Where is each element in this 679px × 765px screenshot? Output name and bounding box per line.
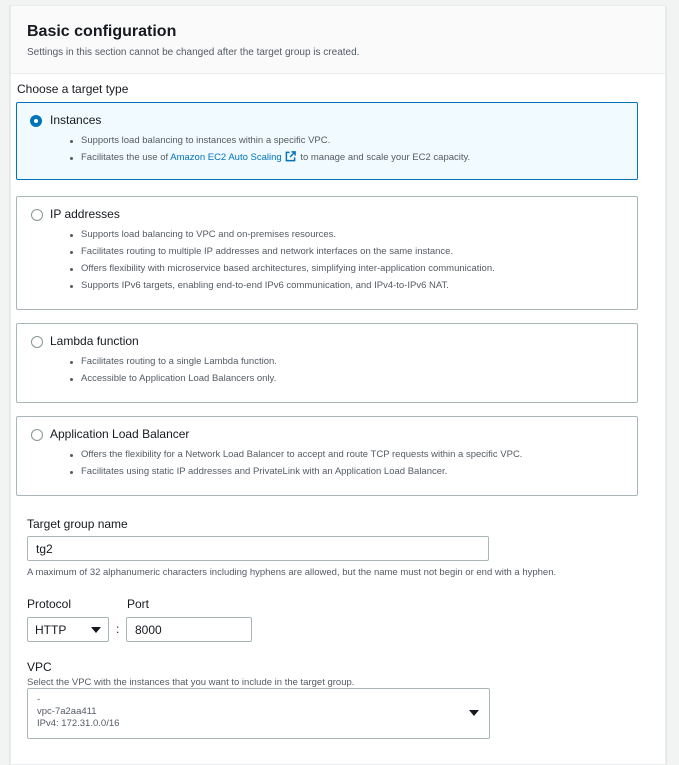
panel-title: Basic configuration <box>27 23 177 40</box>
list-item: Facilitates routing to a single Lambda function. <box>68 353 637 370</box>
radio-ip-addresses[interactable] <box>31 209 43 221</box>
target-type-label: Choose a target type <box>17 82 129 96</box>
port-input[interactable] <box>126 617 252 642</box>
protocol-port-separator: : <box>116 622 120 636</box>
target-type-instances-tile[interactable] <box>16 102 638 180</box>
protocol-label: Protocol <box>27 597 72 611</box>
target-group-name-label: Target group name <box>27 517 128 531</box>
bullet-suffix: to manage and scale your EC2 capacity. <box>297 152 471 163</box>
ec2-auto-scaling-link[interactable]: Amazon EC2 Auto Scaling <box>170 152 282 163</box>
panel-header <box>11 6 665 74</box>
list-item: Facilitates routing to multiple IP addresses and network interfaces on the same instance. <box>68 243 637 260</box>
tile-title-lambda: Lambda function <box>50 334 139 348</box>
tile-title-alb: Application Load Balancer <box>50 427 190 441</box>
list-item: Supports IPv6 targets, enabling end-to-end IPv6 communication, and IPv4-to-IPv6 NAT. <box>68 277 637 294</box>
vpc-label: VPC <box>27 660 52 674</box>
port-label: Port <box>127 597 150 611</box>
radio-application-load-balancer[interactable] <box>31 429 43 441</box>
target-type-alb-tile[interactable] <box>16 416 638 496</box>
target-type-lambda-tile[interactable] <box>16 323 638 403</box>
bullet-prefix: Facilitates the use of <box>81 152 171 163</box>
vpc-id: vpc-7a2aa411 <box>37 706 97 717</box>
vpc-cidr: IPv4: 172.31.0.0/16 <box>37 718 120 729</box>
vpc-hint: Select the VPC with the instances that you want to include in the target group. <box>27 677 355 688</box>
list-item: Offers flexibility with microservice based architectures, simplifying inter-application communication. <box>68 260 637 277</box>
protocol-select[interactable] <box>27 617 109 642</box>
panel-description: Settings in this section cannot be changed after the target group is created. <box>27 47 360 58</box>
list-item <box>68 149 637 168</box>
list-item: Offers the flexibility for a Network Load Balancer to accept and route TCP requests within a specific VPC. <box>68 446 637 463</box>
tile-title-ip-addresses: IP addresses <box>50 207 120 221</box>
list-item: Accessible to Application Load Balancers only. <box>68 370 637 387</box>
list-item: Facilitates using static IP addresses and PrivateLink with an Application Load Balancer. <box>68 463 637 480</box>
target-group-name-hint: A maximum of 32 alphanumeric characters including hyphens are allowed, but the name must not begin or end with a hyphen. <box>27 567 557 578</box>
vpc-name: - <box>37 694 41 705</box>
target-type-ip-addresses-tile[interactable] <box>16 196 638 310</box>
list-item: Supports load balancing to instances within a specific VPC. <box>68 132 637 149</box>
target-group-name-input[interactable] <box>27 536 489 561</box>
external-link-icon[interactable] <box>285 151 296 168</box>
vpc-select[interactable] <box>27 688 490 739</box>
tile-title-instances: Instances <box>50 113 102 127</box>
protocol-value: HTTP <box>35 623 67 637</box>
caret-down-icon <box>469 710 479 716</box>
list-item: Supports load balancing to VPC and on-premises resources. <box>68 226 637 243</box>
radio-lambda-function[interactable] <box>31 336 43 348</box>
caret-down-icon <box>91 627 101 633</box>
radio-instances[interactable] <box>30 115 42 127</box>
